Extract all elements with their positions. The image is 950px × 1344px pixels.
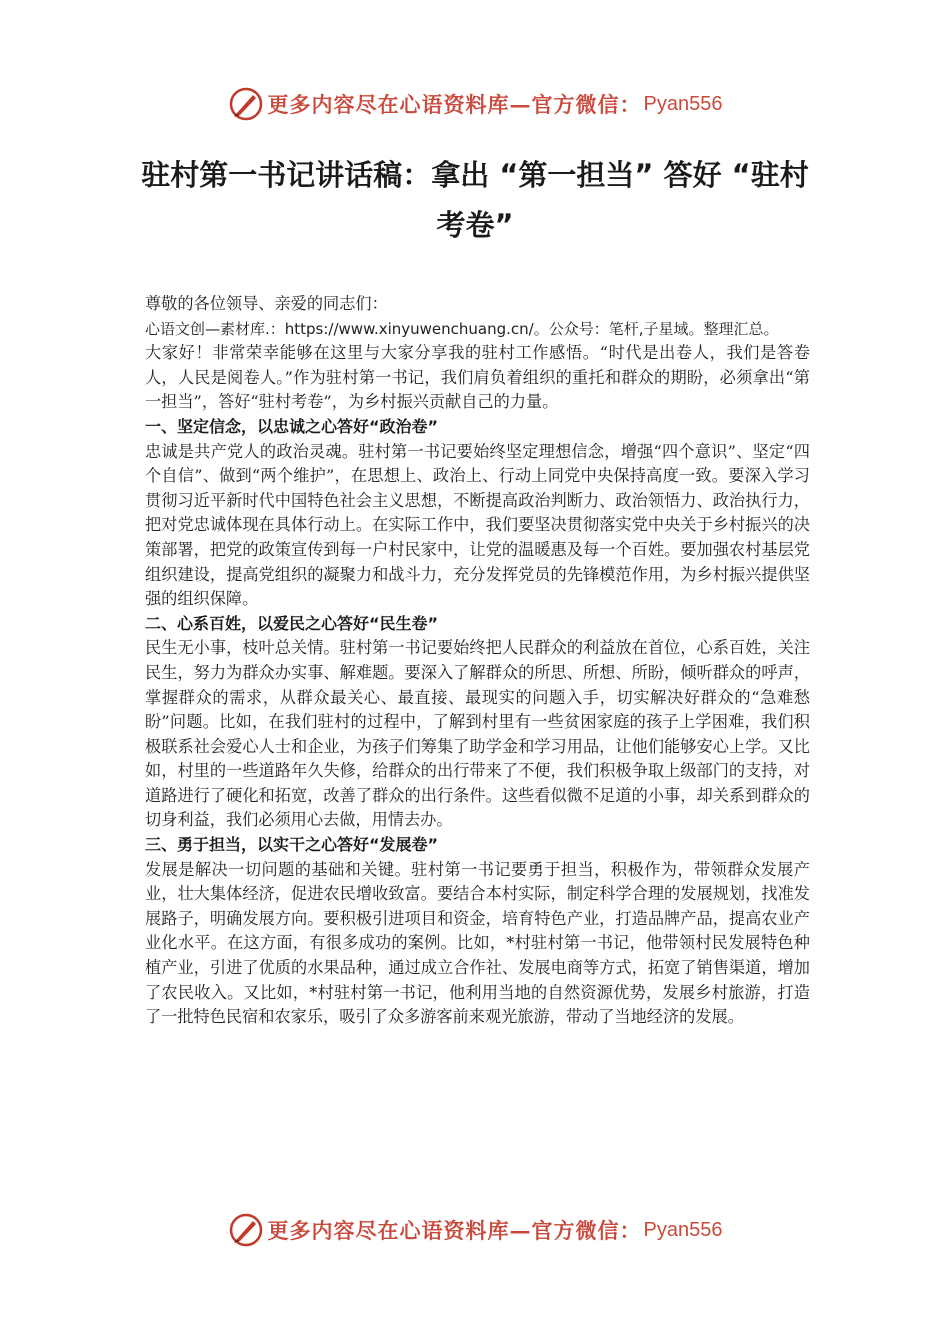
- source-note: 心语文创—素材库.：https://www.xinyuwenchuang.cn/。公众号：笔杆,子星域。整理汇总。: [145, 319, 779, 338]
- salutation: 尊敬的各位领导、亲爱的同志们：: [145, 294, 388, 313]
- intro-paragraph: 大家好！非常荣幸能够在这里与大家分享我的驻村工作感悟。“时代是出卷人，我们是答卷人，人民是阅卷人。”作为驻村第一书记，我们肩负着组织的重托和群众的期盼，必须拿出“第一担当”，答好“驻村考卷”，为乡村振兴贡献自己的力量。: [145, 343, 810, 412]
- wechat-id: Pyan556: [643, 1218, 723, 1241]
- section-paragraph: 民生无小事，枝叶总关情。驻村第一书记要始终把人民群众的利益放在首位，心系百姓，关注民生，努力为群众办实事、解难题。要深入了解群众的所思、所想、所盼，倾听群众的呼声，掌握群众的需求，从群众最关心、最直接、最现实的问题入手，切实解决好群众的“急难愁盼”问题。比如，在我们驻村的过程中，了解到村里有一些贫困家庭的孩子上学困难，我们积极联系社会爱心人士和企业，为孩子们筹集了助学金和学习用品，让他们能够安心上学。又比如，村里的一些道路年久失修，给群众的出行带来了不便，我们积极争取上级部门的支持，对道路进行了硬化和拓宽，改善了群众的出行条件。这些看似微不足道的小事，却关系到群众的切身利益，我们必须用心去做，用情去办。: [145, 638, 810, 830]
- section-paragraph: 忠诚是共产党人的政治灵魂。驻村第一书记要始终坚定理想信念，增强“四个意识”、坚定“四个自信”、做到“两个维护”，在思想上、政治上、行动上同党中央保持高度一致。要深入学习贯彻习近平新时代中国特色社会主义思想，不断提高政治判断力、政治领悟力、政治执行力，把对党忠诚体现在具体行动上。在实际工作中，我们要坚决贯彻落实党中央关于乡村振兴的决策部署，把党的政策宣传到每一户村民家中，让党的温暖惠及每一个百姓。要加强农村基层党组织建设，提高党组织的凝聚力和战斗力，充分发挥党员的先锋模范作用，为乡村振兴提供坚强的组织保障。: [145, 441, 810, 609]
- section-heading: 一、坚定信念，以忠诚之心答好“政治卷”: [145, 416, 439, 436]
- wechat-id: Pyan556: [643, 92, 723, 115]
- quill-logo-icon: [228, 1212, 264, 1248]
- section-heading: 二、心系百姓，以爱民之心答好“民生卷”: [145, 613, 439, 633]
- document-body: [145, 292, 810, 1030]
- banner-text: 更多内容尽在心语资料库—官方微信：: [267, 1218, 642, 1243]
- page-title: 驻村第一书记讲话稿：拿出 “第一担当” 答好 “驻村考卷”: [141, 158, 809, 242]
- section-heading: 三、勇于担当，以实干之心答好“发展卷”: [145, 835, 439, 855]
- banner-text: 更多内容尽在心语资料库—官方微信：: [267, 92, 642, 117]
- section-paragraph: 发展是解决一切问题的基础和关键。驻村第一书记要勇于担当，积极作为，带领群众发展产业，壮大集体经济，促进农民增收致富。要结合本村实际，制定科学合理的发展规划，找准发展路子，明确发展方向。要积极引进项目和资金，培育特色产业，打造品牌产品，提高农业产业化水平。在这方面，有很多成功的案例。比如，*村驻村第一书记，他带领村民发展特色种植产业，引进了优质的水果品种，通过成立合作社、发展电商等方式，拓宽了销售渠道，增加了农民收入。又比如，*村驻村第一书记，他利用当地的自然资源优势，发展乡村旅游，打造了一批特色民宿和农家乐，吸引了众多游客前来观光旅游，带动了当地经济的发展。: [145, 859, 810, 1027]
- quill-logo-icon: [228, 86, 264, 122]
- header-banner: [0, 82, 950, 126]
- footer-banner: [0, 1208, 950, 1252]
